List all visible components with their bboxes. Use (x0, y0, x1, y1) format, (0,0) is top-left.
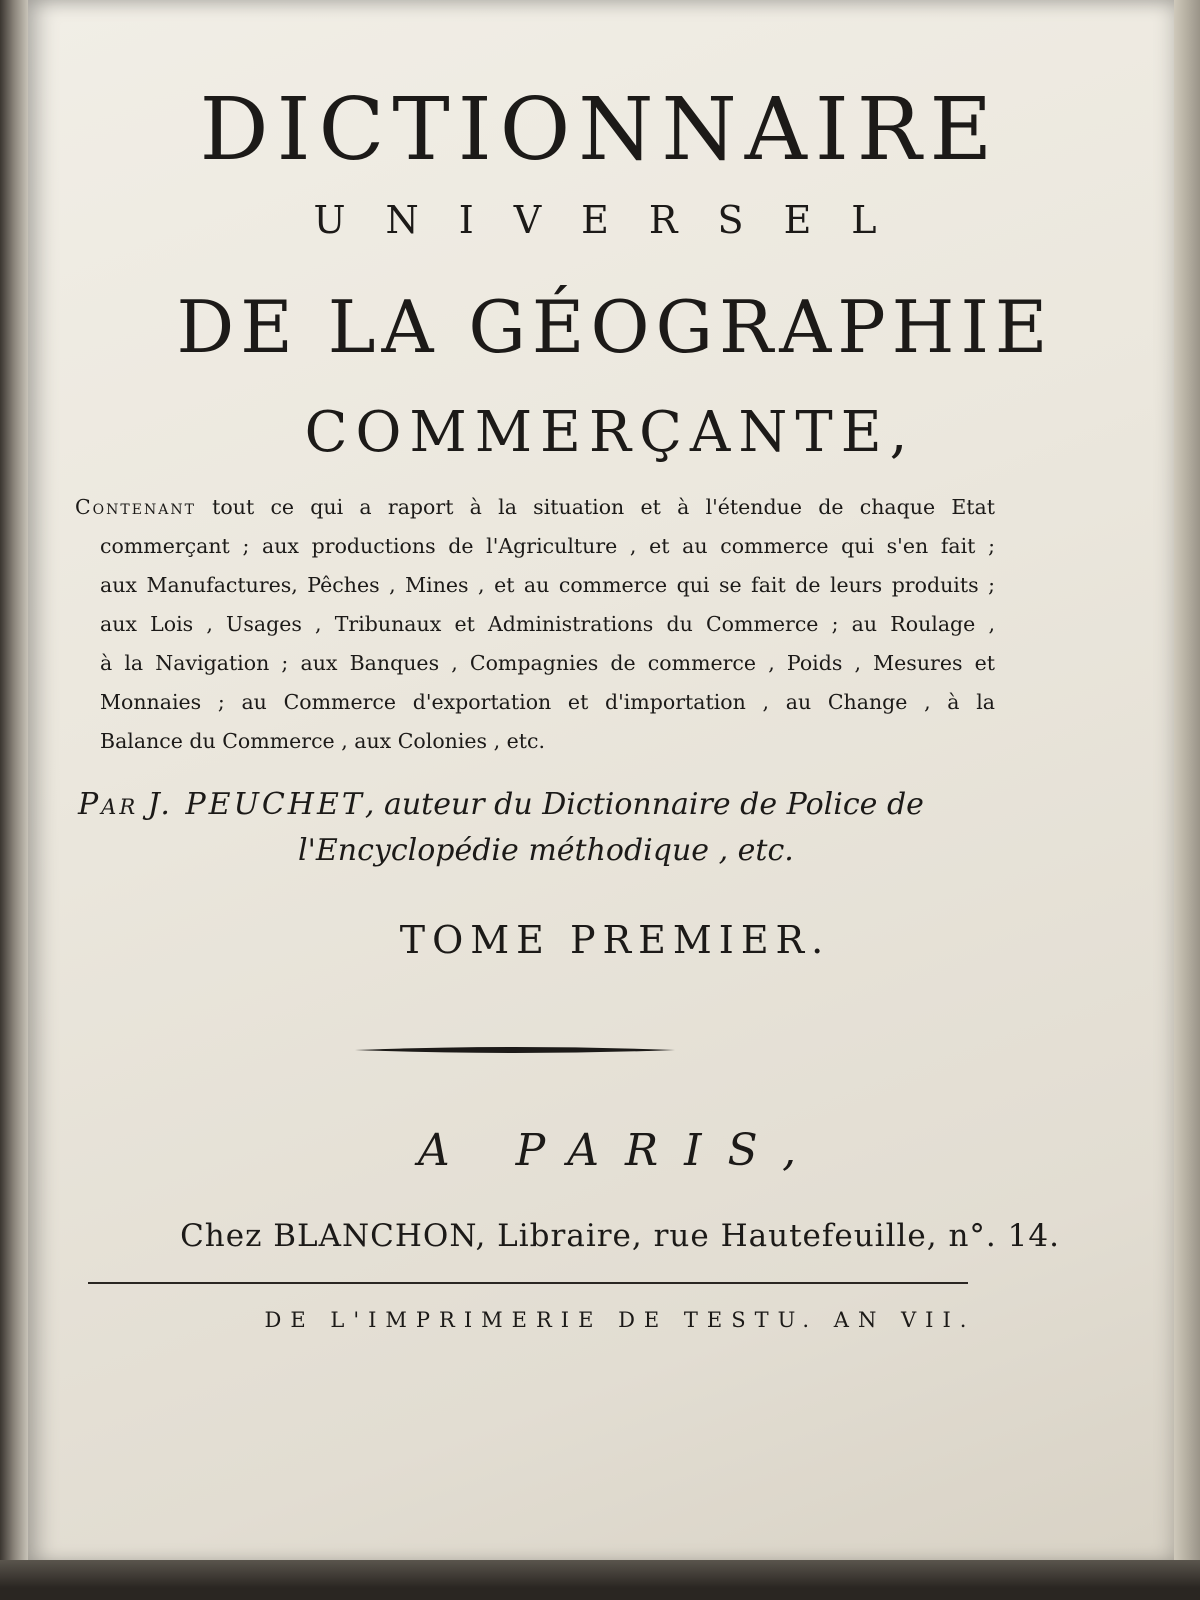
author-prefix: Par (78, 787, 139, 822)
author-statement (78, 782, 998, 874)
author-line-2: l'Encyclopédie méthodique , etc. (298, 833, 794, 868)
title-line-2: UNIVERSEL (313, 198, 917, 242)
description-line: aux Lois , Usages , Tribunaux et Administrations du Commerce ; au Roulage , (100, 612, 995, 636)
volume-label: TOME PREMIER. (399, 918, 831, 962)
title-line-3: DE LA GÉOGRAPHIE (176, 285, 1054, 369)
imprint-printer: DE L'IMPRIMERIE DE TESTU. AN VII. (264, 1308, 976, 1332)
title-line-4: COMMERÇANTE, (304, 400, 916, 465)
description-lead: Contenant (75, 495, 196, 519)
description-line: commerçant ; aux productions de l'Agriculture , et au commerce qui s'en fait ; (100, 534, 995, 558)
description-line: Monnaies ; au Commerce d'exportation et d'importation , au Change , à la (100, 690, 995, 714)
description-line-text: tout ce qui a raport à la situation et à l'étendue de chaque Etat (212, 495, 995, 519)
title-line-1: DICTIONNAIRE (199, 80, 1001, 180)
imprint-divider (88, 1282, 968, 1284)
author-name: J. PEUCHET (147, 787, 365, 822)
description-line: à la Navigation ; aux Banques , Compagnies de commerce , Poids , Mesures et (100, 651, 995, 675)
subtitle-description (75, 488, 995, 761)
description-line (75, 488, 995, 527)
decorative-rule (355, 1045, 675, 1055)
description-line: Balance du Commerce , aux Colonies , etc. (100, 729, 545, 753)
book-bottom-shadow (0, 1560, 1200, 1600)
author-credential: , auteur du Dictionnaire de Police de (364, 787, 924, 822)
imprint-publisher: Chez BLANCHON, Libraire, rue Hautefeuille, n°. 14. (180, 1218, 1060, 1254)
imprint-place: A PARIS, (417, 1125, 823, 1176)
author-line-1 (78, 782, 998, 828)
description-line: aux Manufactures, Pêches , Mines , et au commerce qui se fait de leurs produits ; (100, 573, 995, 597)
